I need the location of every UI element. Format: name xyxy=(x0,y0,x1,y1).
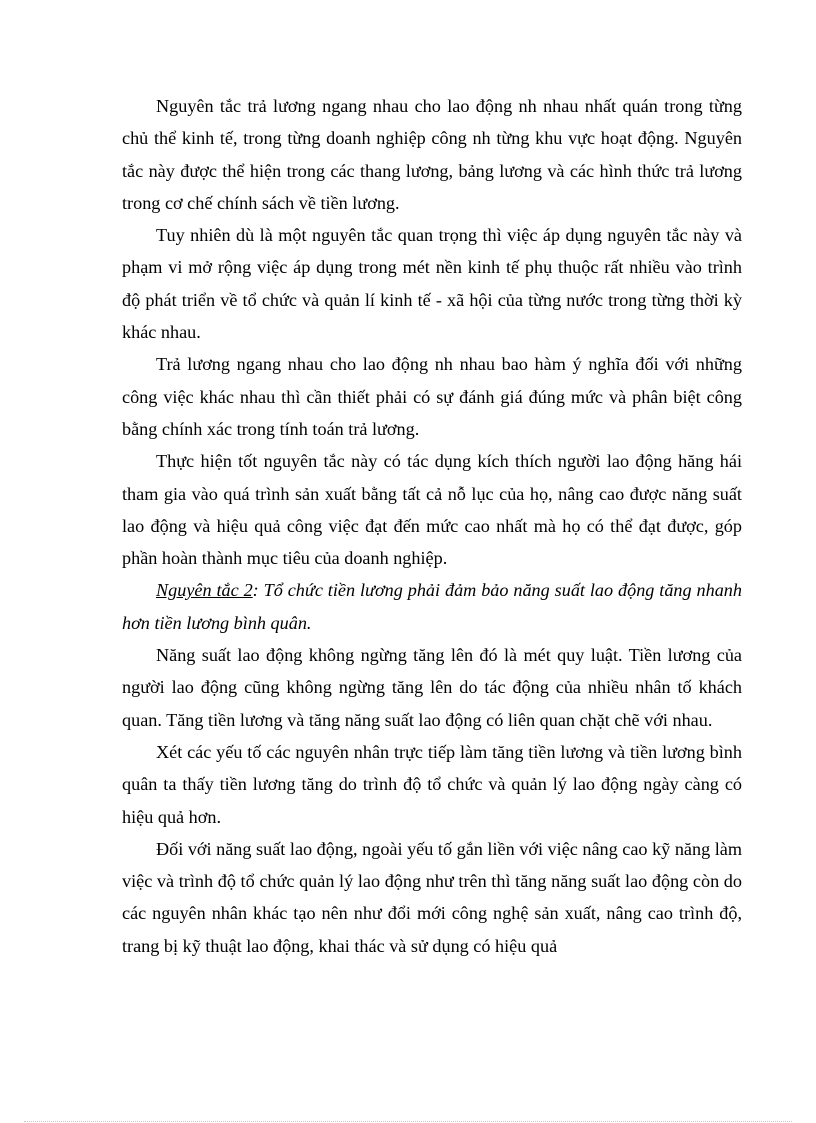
paragraph-productivity-factors: Đối với năng suất lao động, ngoài yếu tố gắn liền với việc nâng cao kỹ năng làm việc và trình độ tổ chức quản lý lao động như trên thì tăng năng suất lao động còn do các nguyên nhân khác tạo nên như đổi mới công nghệ sản xuất, nâng cao trình độ, trang bị kỹ thuật lao động, khai thác và sử dụng có hiệu quả xyxy=(122,838,742,956)
principle-2-text: : Tổ chức tiền lương phải đảm bảo năng suất lao động tăng nhanh hơn tiền lương bình quân. xyxy=(122,580,742,633)
paragraph-equal-pay-principle: Nguyên tắc trả lương ngang nhau cho lao động nh nhau nhất quán trong từng chủ thể kinh tế, trong từng doanh nghiệp công nh từng khu vực hoạt động. Nguyên tắc này được thể hiện trong các thang lương, bảng lương và các hình thức trả lương trong cơ chế chính sách về tiền lương. xyxy=(122,96,742,213)
paragraph-productivity-law: Năng suất lao động không ngừng tăng lên đó là mét quy luật. Tiền lương của người lao động cũng không ngừng tăng lên do tác động của nhiều nhân tố khách quan. Tăng tiền lương và tăng năng suất lao động có liên quan chặt chẽ với nhau. xyxy=(122,645,742,730)
principle-2-label: Nguyên tắc 2 xyxy=(156,580,253,601)
principle-2-heading xyxy=(122,574,742,639)
paragraph-motivation-effect: Thực hiện tốt nguyên tắc này có tác dụng kích thích người lao động hăng hái tham gia vào quá trình sản xuất bằng tất cả nỗ lục của họ, nâng cao được năng suất lao động và hiệu quả công việc đạt đến mức cao nhất mà họ có thể đạt được, góp phần hoàn thành mục tiêu của doanh nghiệp. xyxy=(122,451,742,569)
document-body xyxy=(122,90,742,962)
paragraph-wage-factors: Xét các yếu tố các nguyên nhân trực tiếp làm tăng tiền lương và tiền lương bình quân ta thấy tiền lương tăng do trình độ tổ chức và quản lý lao động ngày càng có hiệu quả hơn. xyxy=(122,741,742,827)
paragraph-application-scope: Tuy nhiên dù là một nguyên tắc quan trọng thì việc áp dụng nguyên tắc này và phạm vi mở rộng việc áp dụng trong mét nền kinh tế phụ thuộc rất nhiều vào trình độ phát triển về tổ chức và quản lí kinh tế - xã hội của từng nước trong từng thời kỳ khác nhau. xyxy=(122,225,742,343)
page-bottom-divider xyxy=(24,1121,792,1122)
paragraph-equal-pay-meaning: Trả lương ngang nhau cho lao động nh nhau bao hàm ý nghĩa đối với những công việc khác nhau thì cần thiết phải có sự đánh giá đúng mức và phân biệt công bằng chính xác trong tính toán trả lương. xyxy=(122,354,742,439)
